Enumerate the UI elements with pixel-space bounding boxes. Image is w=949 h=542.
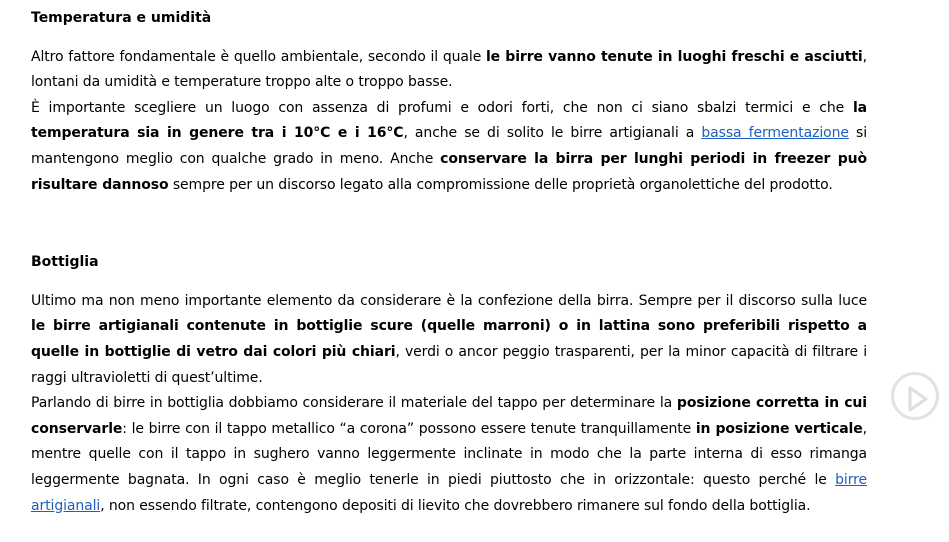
bold-run: in posizione verticale [695, 420, 863, 437]
link-bassa-fermentazione[interactable]: bassa fermentazione [701, 125, 849, 142]
text-run: , lontani da umidità e temperature troppo alte o troppo basse. [31, 48, 867, 91]
play-circle-icon [907, 386, 929, 412]
bold-run: la temperatura sia in genere tra i 10°C e i 16°C [31, 99, 867, 142]
section-heading-bottiglia: Bottiglia [31, 254, 99, 271]
paragraph-temperatura [31, 96, 867, 198]
text-run: , anche se di solito le birre artigianali a [403, 125, 702, 142]
text-run: , verdi o ancor peggio trasparenti, per la minor capacità di filtrare i raggi ultravioletti di quest’ultime. [31, 343, 867, 386]
text-run: si mantengono meglio con qualche grado in meno. Anche [31, 125, 867, 167]
bold-run: posizione corretta in cui conservarle [31, 395, 867, 437]
spacer [31, 32, 867, 45]
paragraph-ambiente [31, 45, 867, 96]
section-heading-temperatura: Temperatura e umidità [31, 10, 212, 26]
text-run: sempre per un discorso legato alla compromissione delle proprietà organolettiche del prodotto. [168, 176, 833, 193]
bold-run: le birre artigianali contenute in bottiglie scure (quelle marroni) o in lattina sono preferibili rispetto a quelle in bottiglie di vetro dai colori più chiari [31, 318, 867, 360]
text-run: , non essendo filtrate, contengono depositi di lievito che dovrebbero rimanere sul fondo della bottiglia. [100, 497, 811, 514]
article-body [31, 6, 867, 519]
text-run: È importante scegliere un luogo con assenza di profumi e odori forti, che non ci siano sbalzi termici e che [31, 99, 853, 116]
play-button[interactable] [891, 372, 939, 420]
bold-run: conservare la birra per lunghi periodi in freezer può risultare dannoso [31, 150, 867, 193]
bold-run: le birre vanno tenute in luoghi freschi e asciutti [485, 48, 863, 65]
paragraph-tappo [31, 391, 867, 519]
link-birre-artigianali[interactable]: birre artigianali [31, 471, 867, 514]
text-run: , mentre quelle con il tappo in sughero vanno leggermente inclinate in modo che la parte interna di esso rimanga leggermente bagnata. In ogni caso è meglio tenerle in piedi piuttosto che in orizzontale: questo perché le [31, 420, 868, 488]
spacer [31, 276, 867, 289]
text-run: : le birre con il tappo metallico “a corona” possono essere tenute tranquillamente [122, 420, 696, 437]
text-run: Parlando di birre in bottiglia dobbiamo considerare il materiale del tappo per determinare la [31, 395, 677, 412]
text-run: Altro fattore fondamentale è quello ambientale, secondo il quale [31, 48, 486, 65]
text-run: Ultimo ma non meno importante elemento da considerare è la confezione della birra. Sempre per il discorso sulla luce [31, 292, 867, 309]
paragraph-confezione [31, 289, 867, 391]
spacer [31, 198, 867, 250]
